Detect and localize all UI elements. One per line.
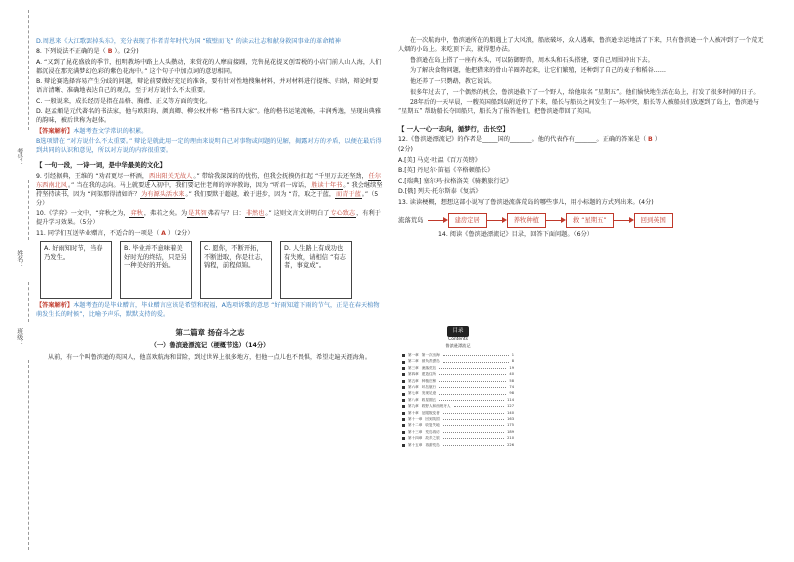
toc-chapter-title: 故乡之旅 (425, 436, 440, 441)
toc-page-number: 127 (507, 404, 514, 409)
toc-page-number: 163 (507, 416, 514, 421)
left-column (36, 38, 384, 364)
q9: 9. 引经据典，王维的 “劝君更尽一杯酒，西出阳关无故人。” 带给我深深的的忧伤，但我会抚摸仍扛起 “千里万去还坚劲，任尔东西南北风。” 当在我的志向。马上就要进入初中，我们要记住老师的谆谆教诲，因为 “听君一席话，胜读十年书。” 我会继续坚持坚持读书，因为 “问渠那得清如许？为有源头活水来。” 我们要默于超越，敢于进步，因为 “青，取之于蓝，而青于蓝。”（5分） (36, 172, 383, 207)
bullet-icon (402, 361, 405, 364)
toc-page-number: 40 (509, 372, 514, 377)
arrow-icon (546, 217, 566, 224)
q8-option-b: B. 辩论赛选择容易产生分歧的问题，辩论前要做好充足的准备，要有针对性地搜集材料，并对材料进行提炼、归纳，辩论时要语言清晰、准确地表达自己的观点，至于对方说什么不太重要。 (36, 78, 379, 95)
toc-leader (443, 438, 504, 439)
toc-chapter-title: 救野人和西班牙人 (421, 404, 451, 409)
q12-option-a: A.[美] 马克·吐温《百万英镑》 (398, 156, 481, 164)
cut-line (28, 180, 29, 240)
q8-analysis: 【答案解析】本题考查文学常识的积累。 (36, 127, 148, 135)
flow-start-label: 流落荒岛 (398, 215, 424, 224)
toc-book-title: 鲁滨逊漂流记 (445, 343, 471, 349)
toc-chapter-number: 第八章 (408, 397, 419, 402)
q11-stem: 11. 同学们互送毕业赠言，不适合的一项是（ A ）（2分） (36, 229, 194, 237)
q8-option-a: A. “又到了昆花盛放的季节，扭明教场中路上人头攒动，来赏花的人摩肩接踵，完售昆花提叉创雪税的小店门前人山人海，人们都沉浸在那充满梦幻色彩的紫色花海中。” 这个句子中加点词的意思相同。 (36, 58, 382, 75)
q12-option-c: C.[瑞典] 塞尔玛·拉格洛芙《骑鹅旅行记》 (398, 177, 513, 185)
toc-chapter-number: 第二章 (408, 359, 419, 364)
q8-note: B选项错在 “对方说什么不太重要。” 辩论是就此用一定的理由来说明自己对事物或问题的见解，揭露对方的矛盾，以便在最后得到共同的认识和意见，所以对方说的内容很重要。 (36, 138, 382, 155)
q11-analysis: 【答案解析】本题考查的是毕业赠言，毕业赠言应该是希望和祝福，A选项诉歌的意思 “好雨知道下雨的节气，正是在春天植物萌发生长的时候”，比喻予声乐，默默支持的爱。 (36, 302, 380, 319)
bullet-icon (402, 412, 405, 415)
toc-page-number: 8 (511, 359, 514, 364)
bullet-icon (402, 418, 405, 421)
toc-chapter-title: 被负责漂岛 (421, 359, 440, 364)
toc-chapter-number: 第四章 (408, 372, 419, 377)
toc-page-number: 175 (507, 423, 514, 428)
toc-chapter-title: 回到英国 (425, 416, 440, 421)
toc-chapter-title: 征服叛变者 (421, 410, 440, 415)
toc-page-number: 189 (507, 429, 514, 434)
q11-card-c: C. 愿你，不断开拓，不断进取，你是壮志，锦程，前程似锦。 (200, 241, 272, 299)
right-column (398, 36, 768, 447)
toc-chapter-number: 第十章 (408, 410, 419, 415)
q11-card-b: B. 毕业并不意味着美好时光的终结，只是另一种美好的开始。 (120, 241, 192, 299)
story-paragraph-1: 从前，有一个叫鲁滨逊的英国人，他喜欢航海和冒险，到过世界上很多地方，但他一点儿也不畏惧，希望走遍天涯海角。 (48, 354, 371, 362)
chapter-title: 第二篇章 扬奋斗之志 (175, 328, 245, 338)
toc-page-number: 74 (509, 385, 514, 390)
q8-option-c: C. 一般说来，成长经历是指在品格、胸襟、正义等方面的变化。 (36, 97, 212, 105)
toc-chapter-title: 流落荒岛 (421, 365, 437, 370)
toc-leader (439, 374, 506, 375)
toc-chapter-number: 第十二章 (408, 423, 423, 428)
toc-page-number: 210 (507, 436, 514, 441)
section-heading-dream: 【 一人一心一志向，循梦行，击长空】 (398, 124, 509, 133)
toc-chapter-number: 第三章 (408, 365, 419, 370)
toc-page-number: 226 (507, 442, 514, 447)
name-label: 姓名： (15, 250, 23, 268)
toc-chapter-number: 第十四章 (408, 436, 423, 441)
toc-page-number: 140 (507, 410, 514, 415)
toc-chapter-title: 第一次出海 (421, 353, 440, 358)
plot-flowchart (398, 213, 768, 228)
toc-chapter-title: 建造住所 (421, 372, 437, 377)
toc-chapter-number: 第五章 (408, 378, 419, 383)
bullet-icon (402, 373, 405, 376)
q11-card-d: D. 人生路上有成功也有失败，请相信 “有志者，事竟成”。 (280, 241, 352, 299)
bullet-icon (402, 405, 405, 408)
bullet-icon (402, 437, 405, 440)
cut-line (28, 282, 29, 322)
toc-page-number: 58 (509, 378, 514, 383)
toc-leader (443, 355, 509, 356)
reading-subtitle: （一）鲁滨逊漂流记（梗概节选）（14分） (150, 342, 270, 350)
flow-box-4: 回到英国 (634, 213, 673, 228)
section-heading-culture: 【 一句一段，一诗一词，是中华最美的文化】 (36, 161, 167, 170)
q12-option-b: B.[英] 丹尼尔·笛福《辛格顿船长》 (398, 167, 494, 175)
toc-chapter-number: 第九章 (408, 404, 419, 409)
exam-number-label: 考号： (15, 148, 23, 166)
story-paragraph: 为了解决食物问题，他把猎来的骨山羊圈养起来，让它们繁殖，还种到了自己的麦子和稻谷…… (410, 67, 666, 75)
toc-subtitle: Contents (448, 337, 468, 342)
cut-line (28, 360, 29, 550)
toc-chapter-title: 救星期五 (421, 397, 437, 402)
toc-page-number: 19 (509, 365, 514, 370)
toc-leader (443, 362, 509, 363)
story-paragraph: 在一次航海中，鲁滨逊所在的船遇上了大风浪，船底破坏，众人遇难，鲁滨逊幸运地活了下来，只有鲁滨逊一个人被冲到了一个荒无人烟的小岛上。来吃顶下去，就得想办法。 (398, 37, 764, 54)
toc-leader (443, 425, 504, 426)
toc-page-number: 98 (509, 391, 514, 396)
toc-chapter-number: 第一章 (408, 353, 419, 358)
toc-chapter-title: 种植庄稼 (421, 378, 437, 383)
toc-leader (443, 432, 504, 433)
q8-option-d: D. 赵孟頫是元代著名的书法家，他与欧阳询、颜真卿、柳公权并称 “楷书四大家”。他的楷书运笔流畅，丰润秀逸，呈现出典雅的韵味，被后世称为赵体。 (36, 108, 382, 125)
arrow-icon (428, 217, 448, 224)
story-paragraph: 很多年过去了，一个偶然的机会，鲁滨逊救下了一个野人，给他取名 “星期五”。他们愉快地生活在岛上，打发了很多时间的日子。 (410, 88, 760, 96)
q7-option-d: D.周恩来《大江歌罢掉头东》，充分表现了作者青年时代为国 “破壁而飞” 的读云壮志和献身救国事业的革命精神 (36, 38, 341, 45)
toc-leader (443, 445, 504, 446)
arrow-icon (487, 217, 507, 224)
toc-chapter-number: 第十三章 (408, 429, 423, 434)
cut-line (28, 10, 29, 130)
bullet-icon (402, 431, 405, 434)
toc-chapter-title: 发现足迹 (421, 391, 437, 396)
bullet-icon (402, 367, 405, 370)
flow-box-2: 养牧种植 (507, 213, 546, 228)
toc-chapter-number: 第六章 (408, 385, 419, 390)
toc-chapter-title: 收复失地 (425, 423, 440, 428)
bullet-icon (402, 354, 405, 357)
bullet-icon (402, 399, 405, 402)
story-paragraph: 28年后的一天早晨，一艘英国船到岛附近停了下来，船长与船员之间发生了一场冲突，船长等人被船员们放逐到了岛上，鲁滨逊与 “星期五” 帮助船长夺回船只，船长为了报答他们，把鲁滨逊带回了英国。 (398, 99, 760, 116)
toc-chapter-number: 第十五章 (408, 442, 423, 447)
q12-score: (2分) (398, 146, 413, 154)
toc-title: 目录 (447, 326, 469, 337)
q11-options (40, 241, 384, 299)
flow-box-3: 救 “星期五” (566, 213, 614, 228)
bullet-icon (402, 380, 405, 383)
q13-stem: 13. 读读梗概，想想这部小说写了鲁滨逊流落荒岛的哪些事儿，用小标题的方式列出来。(4分) (398, 198, 654, 206)
toc-leader (443, 419, 504, 420)
toc-chapter-title: 荒岛再访 (425, 429, 440, 434)
toc-chapter-title: 环岛航行 (421, 385, 437, 390)
toc-leader (443, 413, 504, 414)
flow-box-1: 建房定居 (448, 213, 487, 228)
toc-leader (439, 387, 506, 388)
bullet-icon (402, 424, 405, 427)
book-table-of-contents (402, 326, 514, 448)
bullet-icon (402, 393, 405, 396)
toc-list (402, 352, 514, 448)
q14-stem: 14. 阅读《鲁滨逊漂流记》目录，回答下面问题。（6分） (438, 230, 593, 238)
q12-stem: 12.《鲁滨逊漂流记》的作者是_____国的_______。他的代表作有_______。正确的答案是（ B ） (398, 135, 661, 143)
toc-leader (439, 400, 504, 401)
toc-chapter-number: 第七章 (408, 391, 419, 396)
toc-chapter-number: 第十一章 (408, 416, 423, 421)
toc-row (402, 442, 514, 448)
toc-leader (439, 381, 506, 382)
bullet-icon (402, 444, 405, 447)
binding-margin (0, 0, 36, 562)
story-paragraph: 鲁滨逊在岛上搭了一座有木头，可以防御野兽，周木头和石头搭建，要自己周围冲出下去。 (410, 56, 654, 64)
toc-page-number: 114 (507, 397, 514, 402)
class-label: 班级： (15, 328, 23, 346)
story-paragraph: 他还养了一只鹦鹉，教它说话。 (410, 78, 496, 86)
toc-leader (439, 394, 506, 395)
bullet-icon (402, 386, 405, 389)
arrow-icon (614, 217, 634, 224)
q10: 10.《学弈》一文中，“弈秋之为，弈秋，弗若之矣。为是其智弗若与？曰：非然也。” 这则文言文讲明白了专心致志，有利于提升学习效果。（5分） (36, 210, 381, 227)
toc-leader (439, 368, 506, 369)
q8-stem: 8. 下列说法不正确的是（ B ）。(2分) (36, 48, 139, 56)
toc-chapter-title: 再游荒岛 (425, 442, 440, 447)
toc-leader (454, 406, 505, 407)
q12-option-d: D.[俄] 列夫·托尔斯泰《复活》 (398, 188, 482, 196)
toc-page-number: 1 (511, 353, 514, 358)
q11-card-a: A. 好雨知时节，当春乃发生。 (40, 241, 112, 299)
